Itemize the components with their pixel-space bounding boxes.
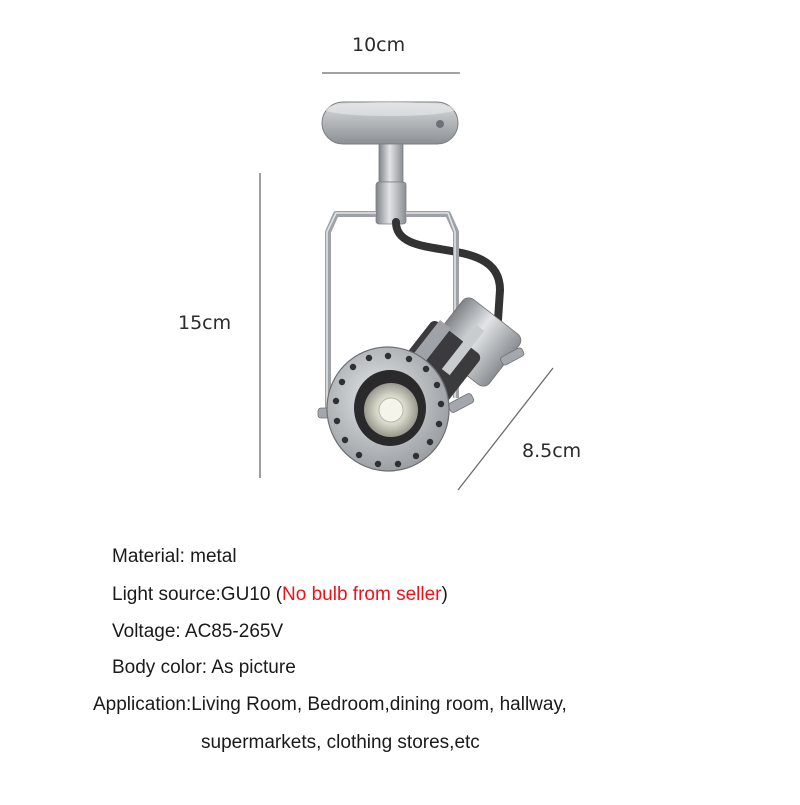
spec-light-source [112, 584, 448, 606]
width-dimension-label: 10cm [352, 34, 406, 56]
spec-application: Application:Living Room, Bedroom,dining room, hallway, [93, 694, 567, 715]
canopy-screw-icon [436, 120, 444, 128]
spec-light-source-prefix: Light source:GU10 ( [112, 584, 283, 605]
depth-dimension-line [458, 368, 553, 490]
spec-body-color: Body color: As picture [112, 657, 296, 678]
stem [376, 144, 406, 224]
spec-light-source-suffix: ) [441, 584, 448, 605]
spec-voltage: Voltage: AC85-265V [112, 621, 284, 642]
ceiling-canopy [322, 102, 458, 144]
power-cable [396, 222, 500, 320]
height-dimension-label: 15cm [178, 312, 232, 334]
depth-dimension-label: 8.5cm [522, 440, 582, 462]
spec-application-continued: supermarkets, clothing stores,etc [201, 732, 480, 753]
spec-material: Material: metal [112, 546, 237, 567]
spec-light-source-note: No bulb from seller [282, 584, 442, 605]
